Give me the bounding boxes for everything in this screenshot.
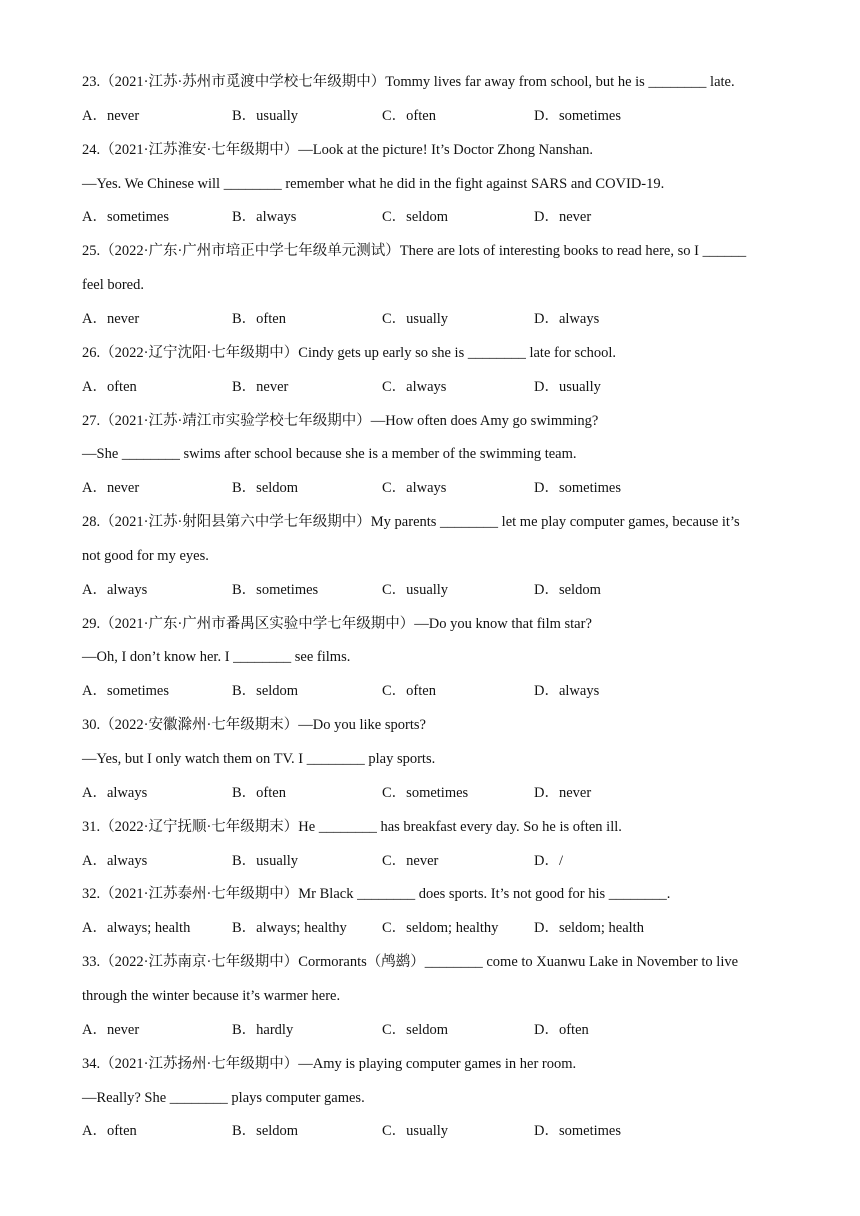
option-b: B．always; healthy: [232, 920, 347, 937]
option-c: C．never: [382, 852, 439, 869]
option-c: C．seldom: [382, 1021, 449, 1038]
option-a: A．always; health: [82, 920, 191, 937]
option-d: D．never: [534, 209, 592, 226]
option-b: B．seldom: [232, 480, 299, 497]
option-d: D．usually: [534, 378, 601, 395]
question-stem: 33.（2022·江苏南京·七年级期中）Cormorants（鸬鹚）________ come to Xuanwu Lake in November to live: [82, 954, 739, 971]
option-a: A．sometimes: [82, 683, 169, 700]
option-c: C．usually: [382, 1123, 449, 1140]
question-stem: 27.（2021·江苏·靖江市实验学校七年级期中）—How often does Amy go swimming?: [82, 412, 599, 429]
option-a: A．sometimes: [82, 209, 169, 226]
question-stem: 25.（2022·广东·广州市培正中学七年级单元测试）There are lots of interesting books to read here, so I ______: [82, 243, 747, 260]
option-d: D．never: [534, 784, 592, 801]
option-b: B．sometimes: [232, 581, 319, 598]
question-stem-continuation: through the winter because it’s warmer here.: [82, 987, 341, 1004]
option-c: C．seldom; healthy: [382, 920, 499, 937]
option-d: D．/: [534, 852, 563, 869]
option-d: D．always: [534, 310, 600, 327]
question-stem: 29.（2021·广东·广州市番禺区实验中学七年级期中）—Do you know that film star?: [82, 615, 592, 632]
answer-options: [82, 776, 790, 810]
option-c: C．usually: [382, 310, 449, 327]
option-c: C．always: [382, 378, 447, 395]
question-stem-continuation: —She ________ swims after school because she is a member of the swimming team.: [82, 446, 577, 463]
answer-options: [82, 844, 790, 878]
answer-options: [82, 200, 790, 234]
option-c: C．usually: [382, 581, 449, 598]
option-c: C．sometimes: [382, 784, 469, 801]
option-b: B．never: [232, 378, 289, 395]
answer-options: [82, 302, 790, 336]
option-c: C．often: [382, 683, 436, 700]
answer-options: [82, 1013, 790, 1047]
answer-options: [82, 911, 790, 945]
option-a: A．always: [82, 581, 148, 598]
question-stem-continuation: —Really? She ________ plays computer games.: [82, 1089, 365, 1106]
answer-options: [82, 471, 790, 505]
option-a: A．often: [82, 1123, 137, 1140]
option-a: A．always: [82, 784, 148, 801]
question-stem: 24.（2021·江苏淮安·七年级期中）—Look at the picture! It’s Doctor Zhong Nanshan.: [82, 141, 594, 158]
option-a: A．never: [82, 107, 140, 124]
question-stem: 26.（2022·辽宁沈阳·七年级期中）Cindy gets up early so she is ________ late for school.: [82, 344, 617, 361]
option-a: A．often: [82, 378, 137, 395]
option-d: D．often: [534, 1021, 589, 1038]
option-b: B．always: [232, 209, 297, 226]
question-stem: 32.（2021·江苏泰州·七年级期中）Mr Black ________ does sports. It’s not good for his ________.: [82, 886, 671, 903]
option-d: D．sometimes: [534, 107, 621, 124]
question-stem: 28.（2021·江苏·射阳县第六中学七年级期中）My parents ________ let me play computer games, because it’s: [82, 514, 740, 531]
option-a: A．always: [82, 852, 148, 869]
option-b: B．hardly: [232, 1021, 294, 1038]
question-stem: 23.（2021·江苏·苏州市觅渡中学校七年级期中）Tommy lives far away from school, but he is ________ late.: [82, 74, 735, 90]
answer-options: [82, 99, 790, 133]
question-stem-continuation: not good for my eyes.: [82, 547, 209, 564]
option-d: D．always: [534, 683, 600, 700]
option-b: B．often: [232, 784, 286, 801]
question-stem-continuation: —Yes, but I only watch them on TV. I ________ play sports.: [82, 751, 436, 767]
answer-options: [82, 674, 790, 708]
option-d: D．seldom: [534, 581, 601, 598]
answer-options: [82, 1114, 790, 1148]
option-d: D．seldom; health: [534, 920, 644, 937]
option-c: C．often: [382, 107, 436, 124]
answer-options: [82, 573, 790, 607]
option-b: B．often: [232, 310, 286, 327]
question-stem-continuation: feel bored.: [82, 277, 144, 294]
option-c: C．seldom: [382, 209, 449, 226]
option-b: B．usually: [232, 107, 299, 124]
question-stem-continuation: —Yes. We Chinese will ________ remember what he did in the fight against SARS and COVID-19.: [82, 175, 665, 192]
question-stem-continuation: —Oh, I don’t know her. I ________ see films.: [82, 649, 351, 666]
option-b: B．seldom: [232, 683, 299, 700]
question-stem: 34.（2021·江苏扬州·七年级期中）—Amy is playing computer games in her room.: [82, 1055, 577, 1072]
option-b: B．seldom: [232, 1123, 299, 1140]
question-stem: 30.（2022·安徽滁州·七年级期末）—Do you like sports?: [82, 717, 426, 734]
option-a: A．never: [82, 310, 140, 327]
question-stem: 31.（2022·辽宁抚顺·七年级期末）He ________ has breakfast every day. So he is often ill.: [82, 818, 622, 835]
answer-options: [82, 370, 790, 404]
option-a: A．never: [82, 480, 140, 497]
option-d: D．sometimes: [534, 480, 621, 497]
option-b: B．usually: [232, 852, 299, 869]
option-c: C．always: [382, 480, 447, 497]
option-a: A．never: [82, 1021, 140, 1038]
option-d: D．sometimes: [534, 1123, 621, 1140]
